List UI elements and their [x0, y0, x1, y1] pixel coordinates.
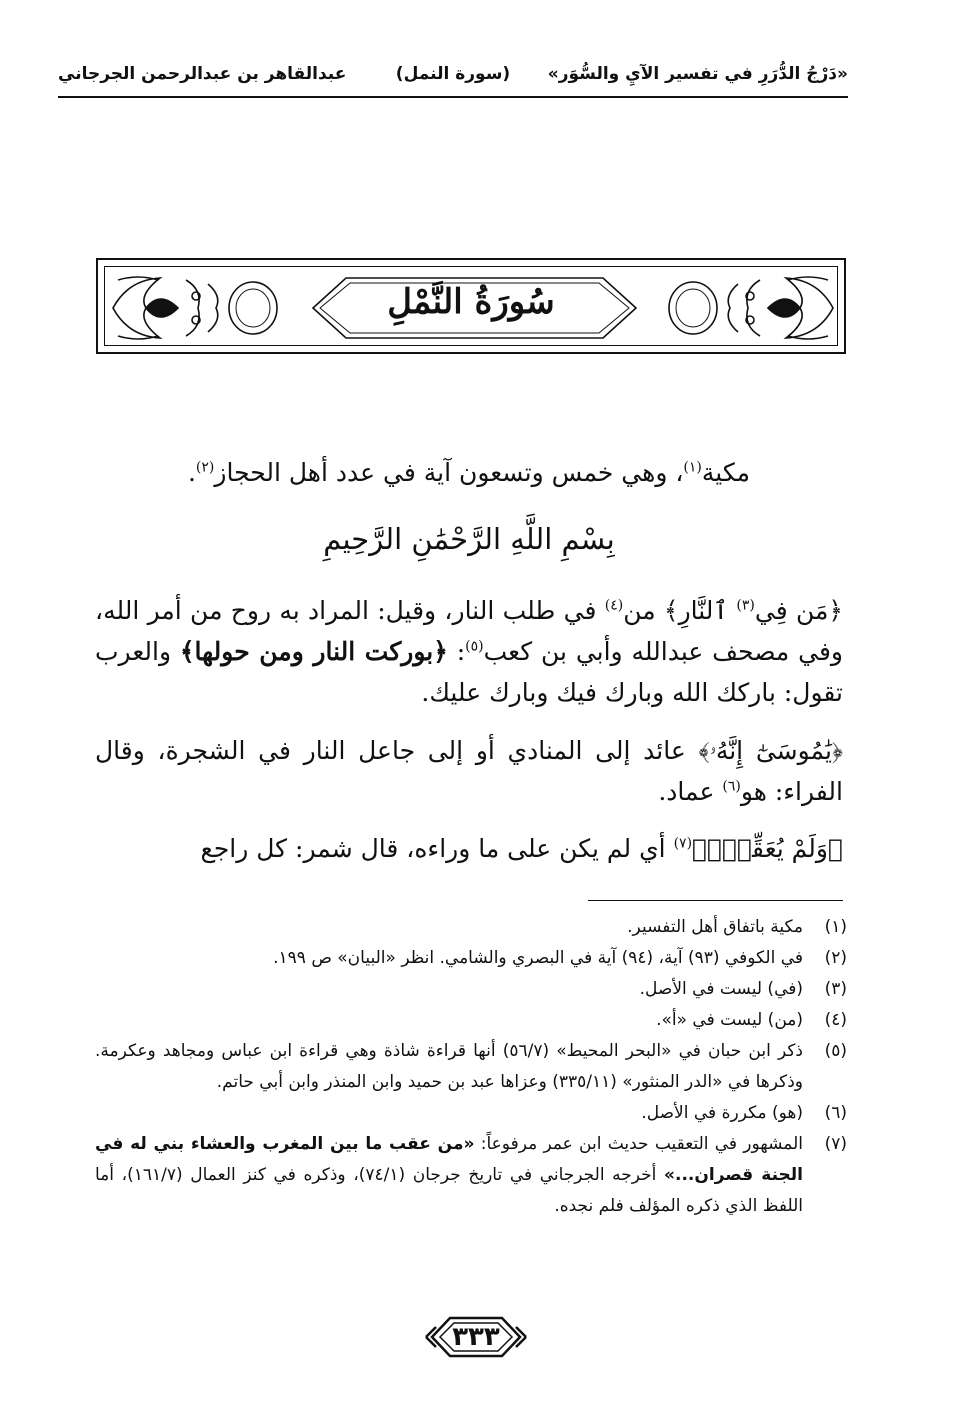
footnotes	[95, 912, 847, 1222]
surah-banner	[96, 258, 846, 354]
running-header	[58, 58, 848, 94]
basmala: بِسْمِ اللَّهِ الرَّحْمَٰنِ الرَّحِيمِ	[323, 522, 615, 556]
footnote-text: في الكوفي (٩٣) آية، (٩٤) آية في البصري والشامي. انظر «البيان» ص ١٩٩.	[273, 948, 803, 968]
footnote-number: (٧)	[824, 1134, 847, 1154]
footnote-text: ذكر ابن حبان في «البحر المحيط» (٥٦/٧) أنها قراءة شاذة وهي قراءة ابن عباس ومجاهد وعكرمة. وذكرها في «الدر المنثور» (٣٣٥/١١) وعزاها عبد بن حميد وابن المنذر وابن أبي حاتم.	[95, 1041, 803, 1092]
footnote-item	[95, 1005, 847, 1036]
intro-text: .	[187, 458, 196, 487]
footnote-text: (من) ليست في «أ».	[656, 1010, 803, 1030]
hadith-quote: «من عقب ما بين المغرب والعشاء بني له في الجنة قصران...»	[95, 1134, 804, 1185]
footnote-ref: (٦)	[722, 778, 741, 795]
surah-title: سُورَةُ النَّمْلِ	[387, 282, 555, 322]
footnote-item	[95, 1036, 847, 1098]
footnote-ref: (٧)	[673, 835, 693, 852]
commentary-text: في طلب النار، وقيل: المراد به روح من أمر الله، وفي مصحف عبدالله وأبي بن كعب	[95, 596, 843, 666]
footnote-ref: (٥)	[465, 638, 484, 655]
footnote-text-part: المشهور في التعقيب حديث ابن عمر مرفوعاً:	[480, 1134, 803, 1154]
footnote-text-part: أخرجه الجرجاني في تاريخ جرجان (٧٤/١)، وذكره في كنز العمال (١٦١/٧)، أما اللفظ الذي ذكره المؤلف فلم نجده.	[95, 1165, 803, 1216]
footnote-text: مكية باتفاق أهل التفسير.	[627, 917, 803, 937]
commentary-text: من	[623, 596, 656, 625]
quran-quote: ﴿وَلَمْ يُعَقِّبْۚ﴾	[692, 834, 843, 863]
page-number-badge	[424, 1312, 528, 1362]
footnote-rule	[588, 900, 843, 901]
footnote-number: (٦)	[824, 1103, 847, 1123]
commentary-text: عماد.	[658, 777, 715, 806]
quran-quote: ﴿مَن فِي	[754, 596, 844, 625]
footnote-item	[95, 974, 847, 1005]
intro-paragraph	[95, 452, 843, 493]
footnote-number: (٣)	[824, 979, 847, 999]
surah-name-header: (سورة النمل)	[395, 64, 511, 84]
intro-text: ، وهي خمس وتسعون آية في عدد أهل الحجاز	[214, 458, 684, 487]
variant-reading: ﴿بوركت النار ومن حولها﴾	[179, 637, 448, 666]
footnote-text	[95, 1129, 803, 1222]
footnote-item	[95, 943, 847, 974]
author-name: عبدالقاهر بن عبدالرحمن الجرجاني	[58, 64, 347, 84]
commentary-text: عائد إلى المنادي أو إلى جاعل النار في الشجرة، وقال الفراء: هو	[95, 736, 843, 806]
footnote-text: (هو) مكررة في الأصل.	[641, 1103, 803, 1123]
footnote-ref: (٣)	[736, 597, 755, 614]
commentary-paragraph-3	[95, 828, 843, 869]
header-rule	[58, 96, 848, 98]
quran-quote: ٱلنَّارِ﴾	[663, 596, 729, 625]
footnote-number: (٤)	[824, 1010, 847, 1030]
footnote-item	[95, 1098, 847, 1129]
intro-text: مكية	[701, 458, 751, 487]
commentary-paragraph-2	[95, 730, 843, 812]
footnote-number: (١)	[824, 917, 847, 937]
footnote-text: (في) ليست في الأصل.	[639, 979, 803, 999]
footnote-item	[95, 1129, 847, 1222]
footnote-item	[95, 912, 847, 943]
commentary-paragraph-1	[95, 590, 843, 713]
commentary-text: والعرب تقول: باركك الله وبارك فيك وبارك عليك.	[95, 637, 843, 707]
footnote-ref: (٤)	[604, 597, 624, 614]
footnote-number: (٢)	[824, 948, 847, 968]
footnote-ref: (١)	[683, 459, 702, 476]
commentary-text: أي لم يكن على ما وراءه، قال شمر: كل راجع	[200, 834, 666, 863]
quran-quote: ﴿يَٰمُوسَىٰٓ إِنَّهُۥ﴾	[698, 736, 844, 765]
footnote-ref: (٢)	[195, 459, 215, 476]
page-number: ٣٣٣	[452, 1322, 500, 1352]
book-title: «دَرْجُ الدُّرَرِ في تفسير الآيِ والسُّوَر»	[547, 64, 848, 84]
commentary-text: :	[456, 637, 466, 666]
footnote-number: (٥)	[824, 1041, 847, 1061]
